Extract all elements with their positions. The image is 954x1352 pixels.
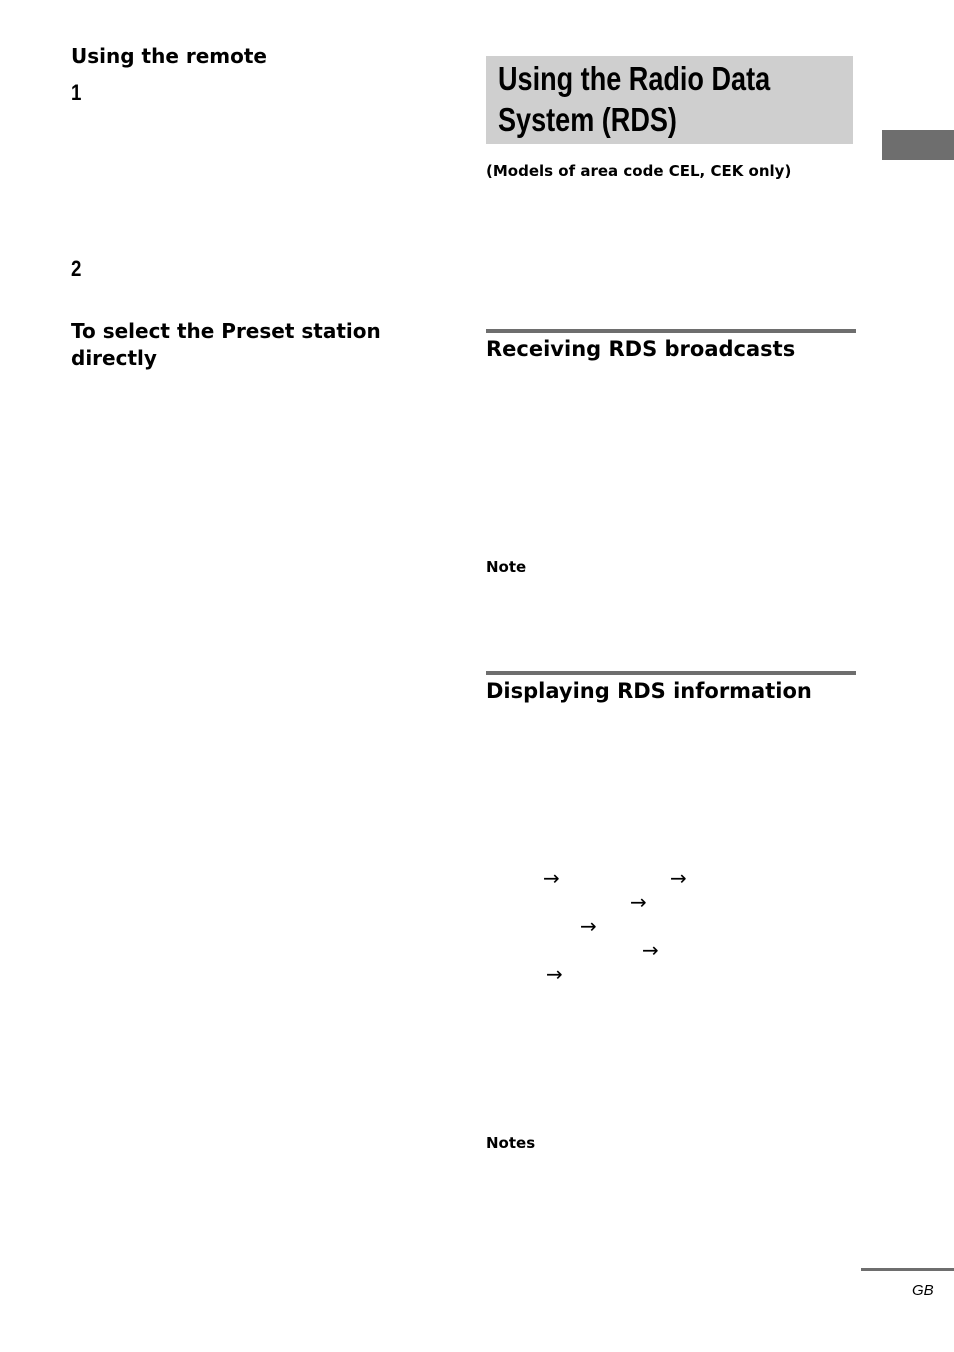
page-region-code: GB [912,1282,934,1299]
models-area-code-note: (Models of area code CEL, CEK only) [486,162,792,180]
note-label: Note [486,558,527,576]
sequence-arrow-icon: → [630,890,647,914]
chapter-title-box [486,56,853,144]
footer-rule [861,1268,954,1271]
sequence-arrow-icon: → [546,962,563,986]
section-heading-receiving-rds: Receiving RDS broadcasts [486,337,796,361]
heading-using-the-remote: Using the remote [71,44,267,68]
section-rule-receiving [486,329,856,333]
section-rule-displaying [486,671,856,675]
sequence-arrow-icon: → [670,866,687,890]
step-number-1: 1 [71,80,82,105]
heading-select-preset-directly: To select the Preset station directly [71,319,381,370]
side-thumb-tab [882,130,954,160]
sequence-arrow-icon: → [642,938,659,962]
chapter-title-line-1: Using the Radio Data [498,60,771,97]
notes-label: Notes [486,1134,536,1152]
chapter-title [498,58,770,140]
section-heading-displaying-rds: Displaying RDS information [486,679,812,703]
chapter-title-line-2: System (RDS) [498,101,677,138]
sequence-arrow-icon: → [543,866,560,890]
sequence-arrow-icon: → [580,914,597,938]
step-number-2: 2 [71,256,82,281]
